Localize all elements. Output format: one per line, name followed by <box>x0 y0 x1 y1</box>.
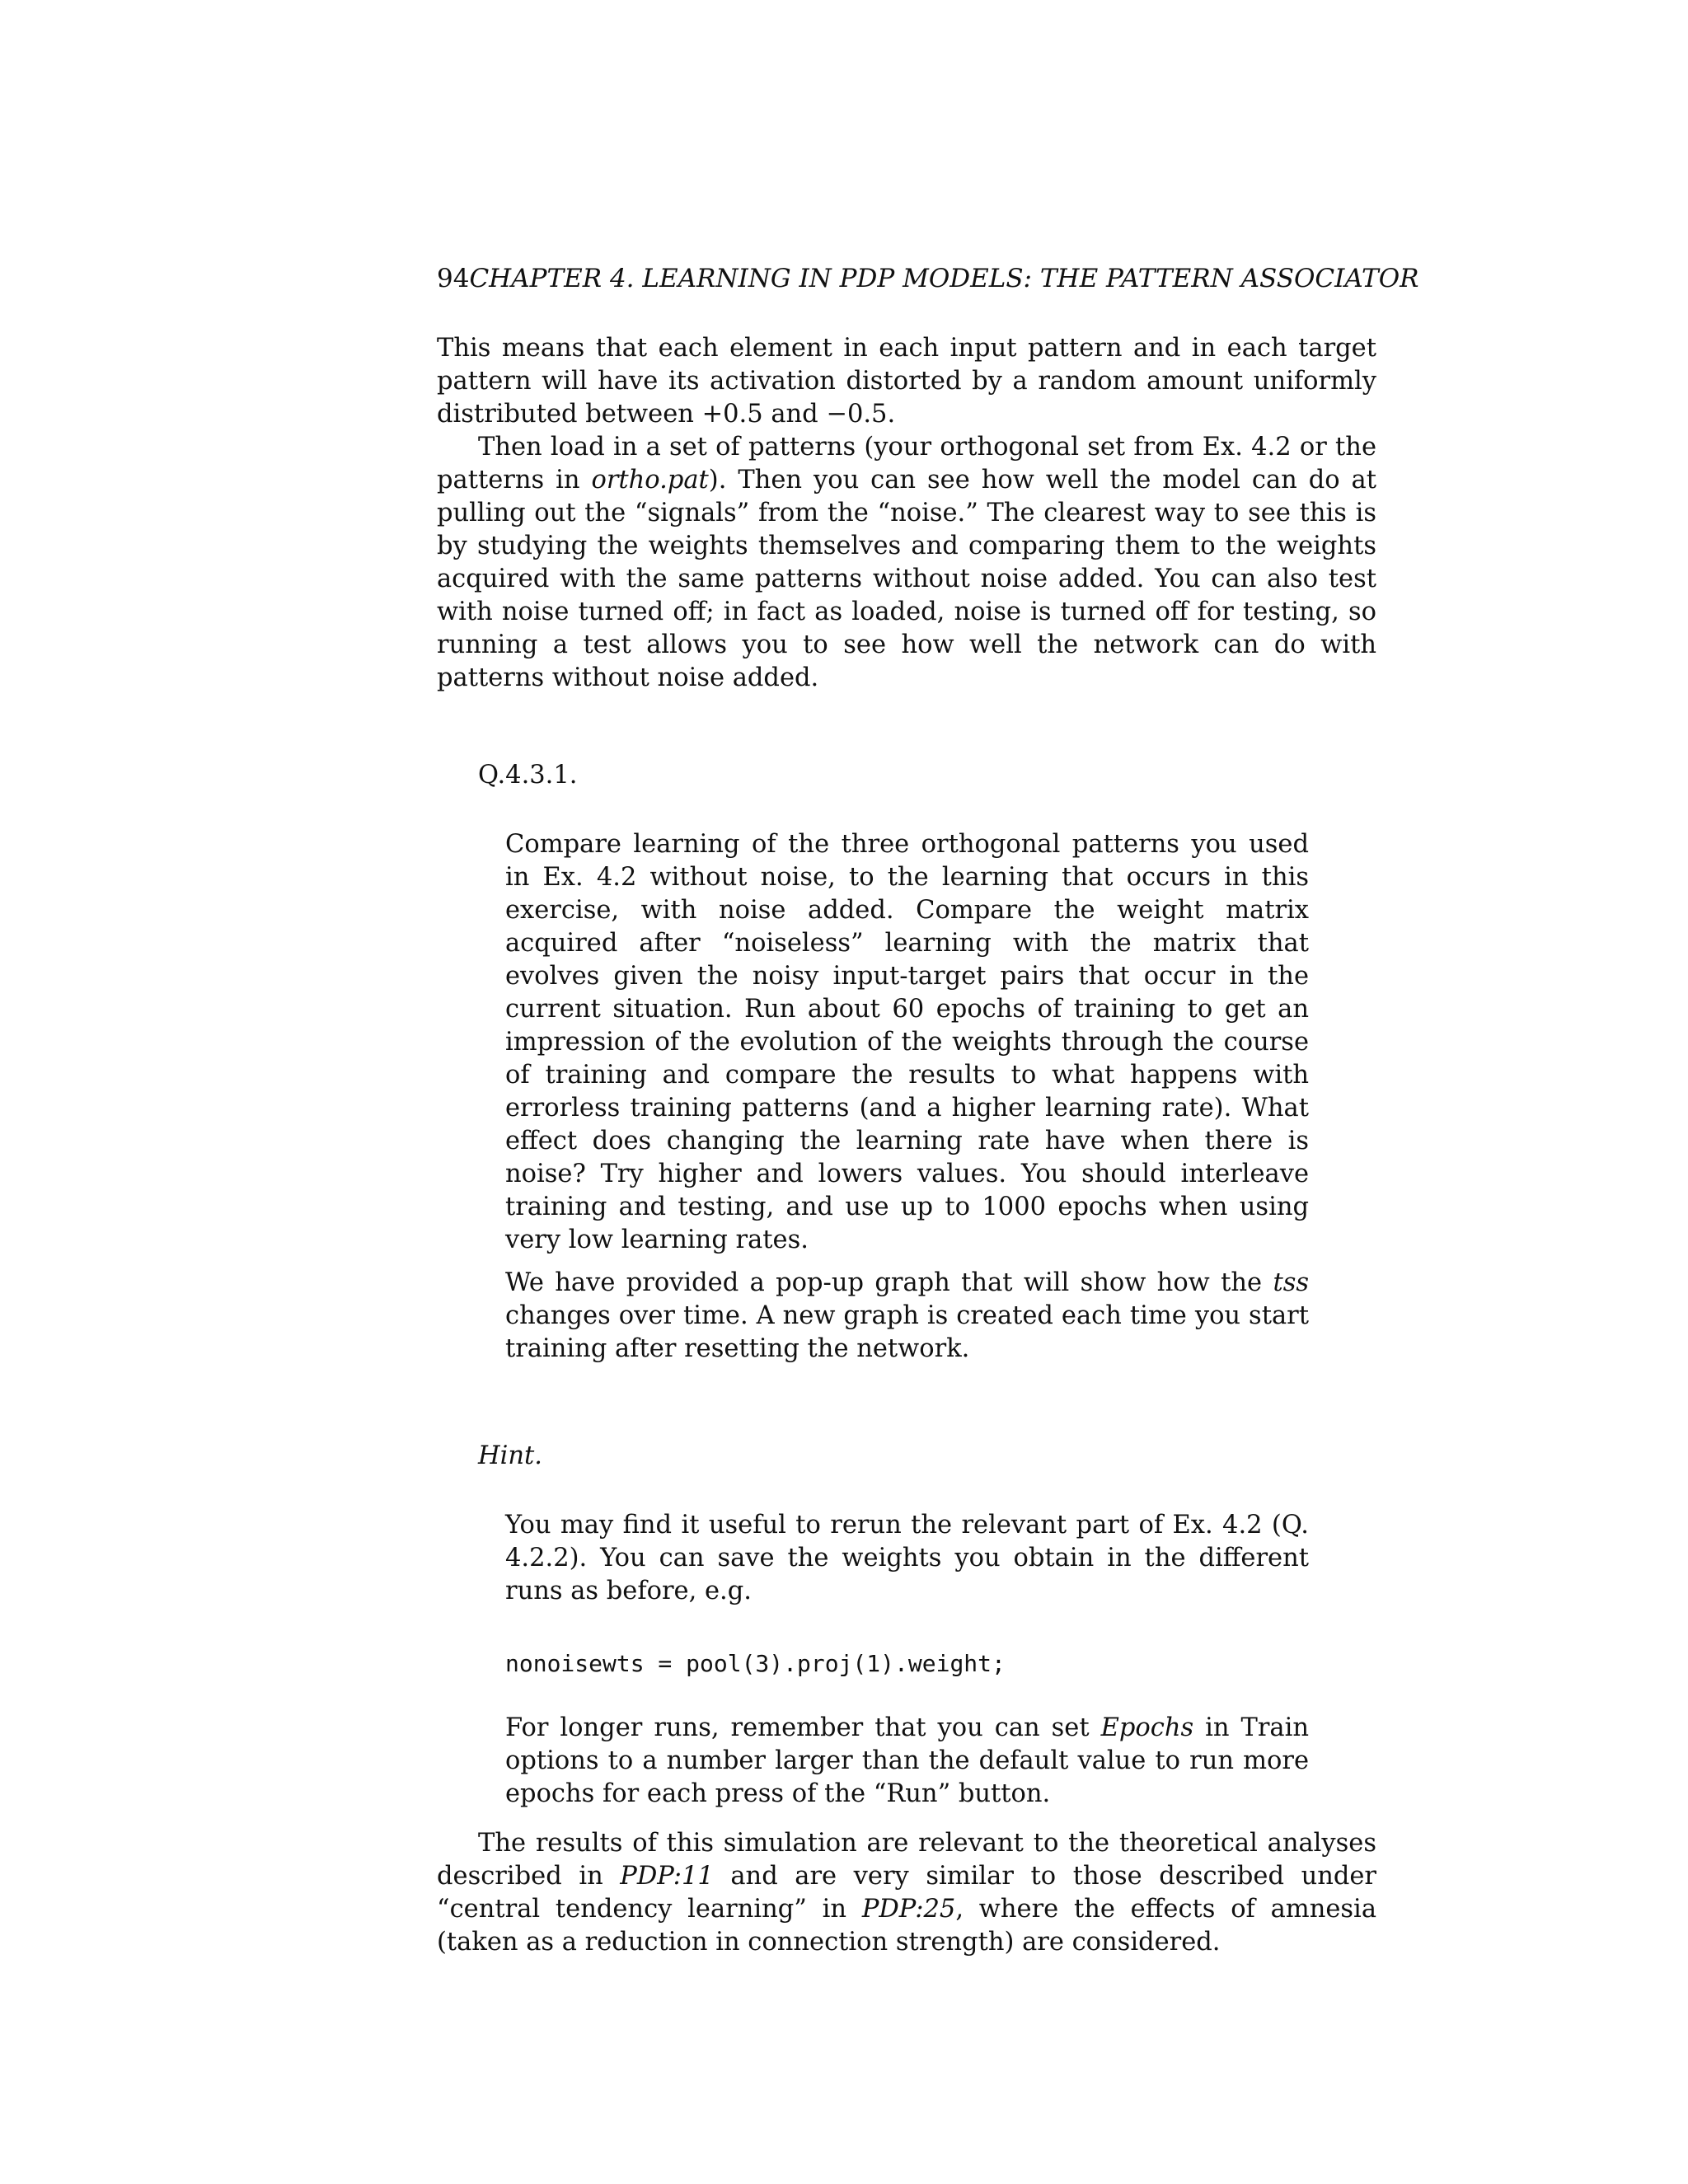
question-body <box>505 828 1309 1366</box>
question-paragraph-2: We have provided a pop-up graph that will show how the tss changes over time. A new graph is created each time you start training after resetting the network. <box>505 1268 1309 1363</box>
filename-ortho-pat: ortho.pat <box>591 466 709 494</box>
chapter-title: CHAPTER 4. LEARNING IN PDP MODELS: THE PATTERN ASSOCIATOR <box>469 264 1419 293</box>
term-tss: tss <box>1273 1268 1309 1297</box>
code-snippet: nonoisewts = pool(3).proj(1).weight; <box>505 1650 1006 1677</box>
reference-pdp-11: PDP:11 <box>620 1862 714 1891</box>
body-text <box>437 332 1376 1959</box>
term-epochs: Epochs <box>1100 1713 1194 1742</box>
reference-pdp-25: PDP:25 <box>861 1895 956 1924</box>
question-paragraph-1: Compare learning of the three orthogonal patterns you used in Ex. 4.2 without noise, to the learning that occurs in this exercise, with noise added. Compare the weight matrix acquired after “noiseless” learning with the matrix that evolves given the noisy input-target pairs that occur in the current situation. Run about 60 epochs of training to get an impression of the evolution of the weights through the course of training and compare the results to what happens with errorless training patterns (and a higher learning rate). What effect does changing the learning rate have when there is noise? Try higher and lowers values. You should interleave training and testing, and use up to 1000 epochs when using very low learning rates. <box>505 830 1309 1254</box>
page-number: 94 <box>437 264 470 293</box>
document-page <box>437 0 1419 2184</box>
hint-body <box>505 1509 1309 1811</box>
hint-label: Hint. <box>478 1441 542 1470</box>
paragraph-load-patterns: Then load in a set of patterns (your orthogonal set from Ex. 4.2 or the patterns in ortho.pat). Then you can see how well the model can do at pulling out the “signals” from the “noise.” The clearest way to see this is by studying the weights themselves and comparing them to the weights acquired with the same patterns without noise added. You can also test with noise turned off; in fact as loaded, noise is turned off for testing, so running a test allows you to see how well the network can do with patterns without noise added. <box>437 433 1376 692</box>
hint-paragraph-2: For longer runs, remember that you can set Epochs in Train options to a number larger than the default value to run more epochs for each press of the “Run” button. <box>505 1713 1310 1808</box>
paragraph-closing: The results of this simulation are relevant to the theoretical analyses described in PDP:11 and are very similar to those described under “central tendency learning” in PDP:25, where the effects of amnesia (taken as a reduction in connection strength) are considered. <box>437 1829 1377 1957</box>
paragraph-noise-description: This means that each element in each input pattern and in each target pattern will have its activation distorted by a random amount uniformly distributed between +0.5 and −0.5. <box>437 334 1376 429</box>
question-label: Q.4.3.1. <box>478 761 578 790</box>
hint-paragraph-1: You may find it useful to rerun the relevant part of Ex. 4.2 (Q. 4.2.2). You can save the weights you obtain in the different runs as before, e.g. <box>505 1511 1309 1605</box>
running-head <box>437 262 1419 295</box>
